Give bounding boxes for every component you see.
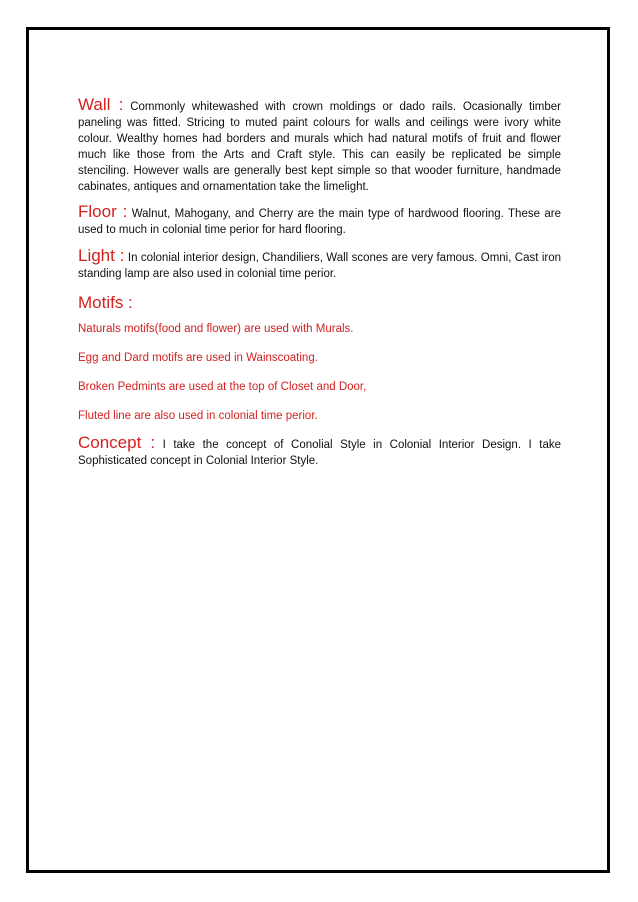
light-text: In colonial interior design, Chandiliers, Wall scones are very famous. Omni, Cast iron standing lamp are also used in colonial time perior.	[78, 252, 561, 280]
floor-heading: Floor :	[78, 202, 128, 221]
motif-item: Egg and Dard motifs are used in Wainscoating.	[78, 352, 318, 364]
floor-text: Walnut, Mahogany, and Cherry are the main type of hardwood flooring. These are used to much in colonial time perior for hard flooring.	[78, 208, 561, 236]
concept-heading: Concept :	[78, 433, 156, 452]
motif-item: Naturals motifs(food and flower) are used with Murals.	[78, 323, 354, 335]
concept-text: I take the concept of Conolial Style in Colonial Interior Design. I take Sophisticated concept in Colonial Interior Style.	[78, 439, 562, 467]
motif-item: Broken Pedmints are used at the top of Closet and Door,	[78, 381, 367, 393]
concept-section	[78, 435, 561, 469]
wall-heading: Wall :	[78, 95, 124, 114]
wall-text: Commonly whitewashed with crown moldings or dado rails. Ocasionally timber paneling was fitted. Stricing to muted paint colours for walls and ceilings were ivory white colour. Wealthy homes had borders and murals which had natural motifs of fruit and flower much like those from the Arts and Craft style. This can easily be replicated be simple stenciling. However walls are generally best kept simple so that wooder furniture, handmade cabinates, antiques and ornamentation take the limelight.	[78, 101, 562, 193]
motifs-heading: Motifs :	[78, 293, 133, 312]
motif-item: Fluted line are also used in colonial time perior.	[78, 410, 318, 422]
light-section	[78, 248, 561, 282]
light-heading: Light :	[78, 246, 125, 265]
floor-section	[78, 204, 561, 238]
document-content	[78, 97, 561, 469]
wall-section	[78, 97, 561, 195]
